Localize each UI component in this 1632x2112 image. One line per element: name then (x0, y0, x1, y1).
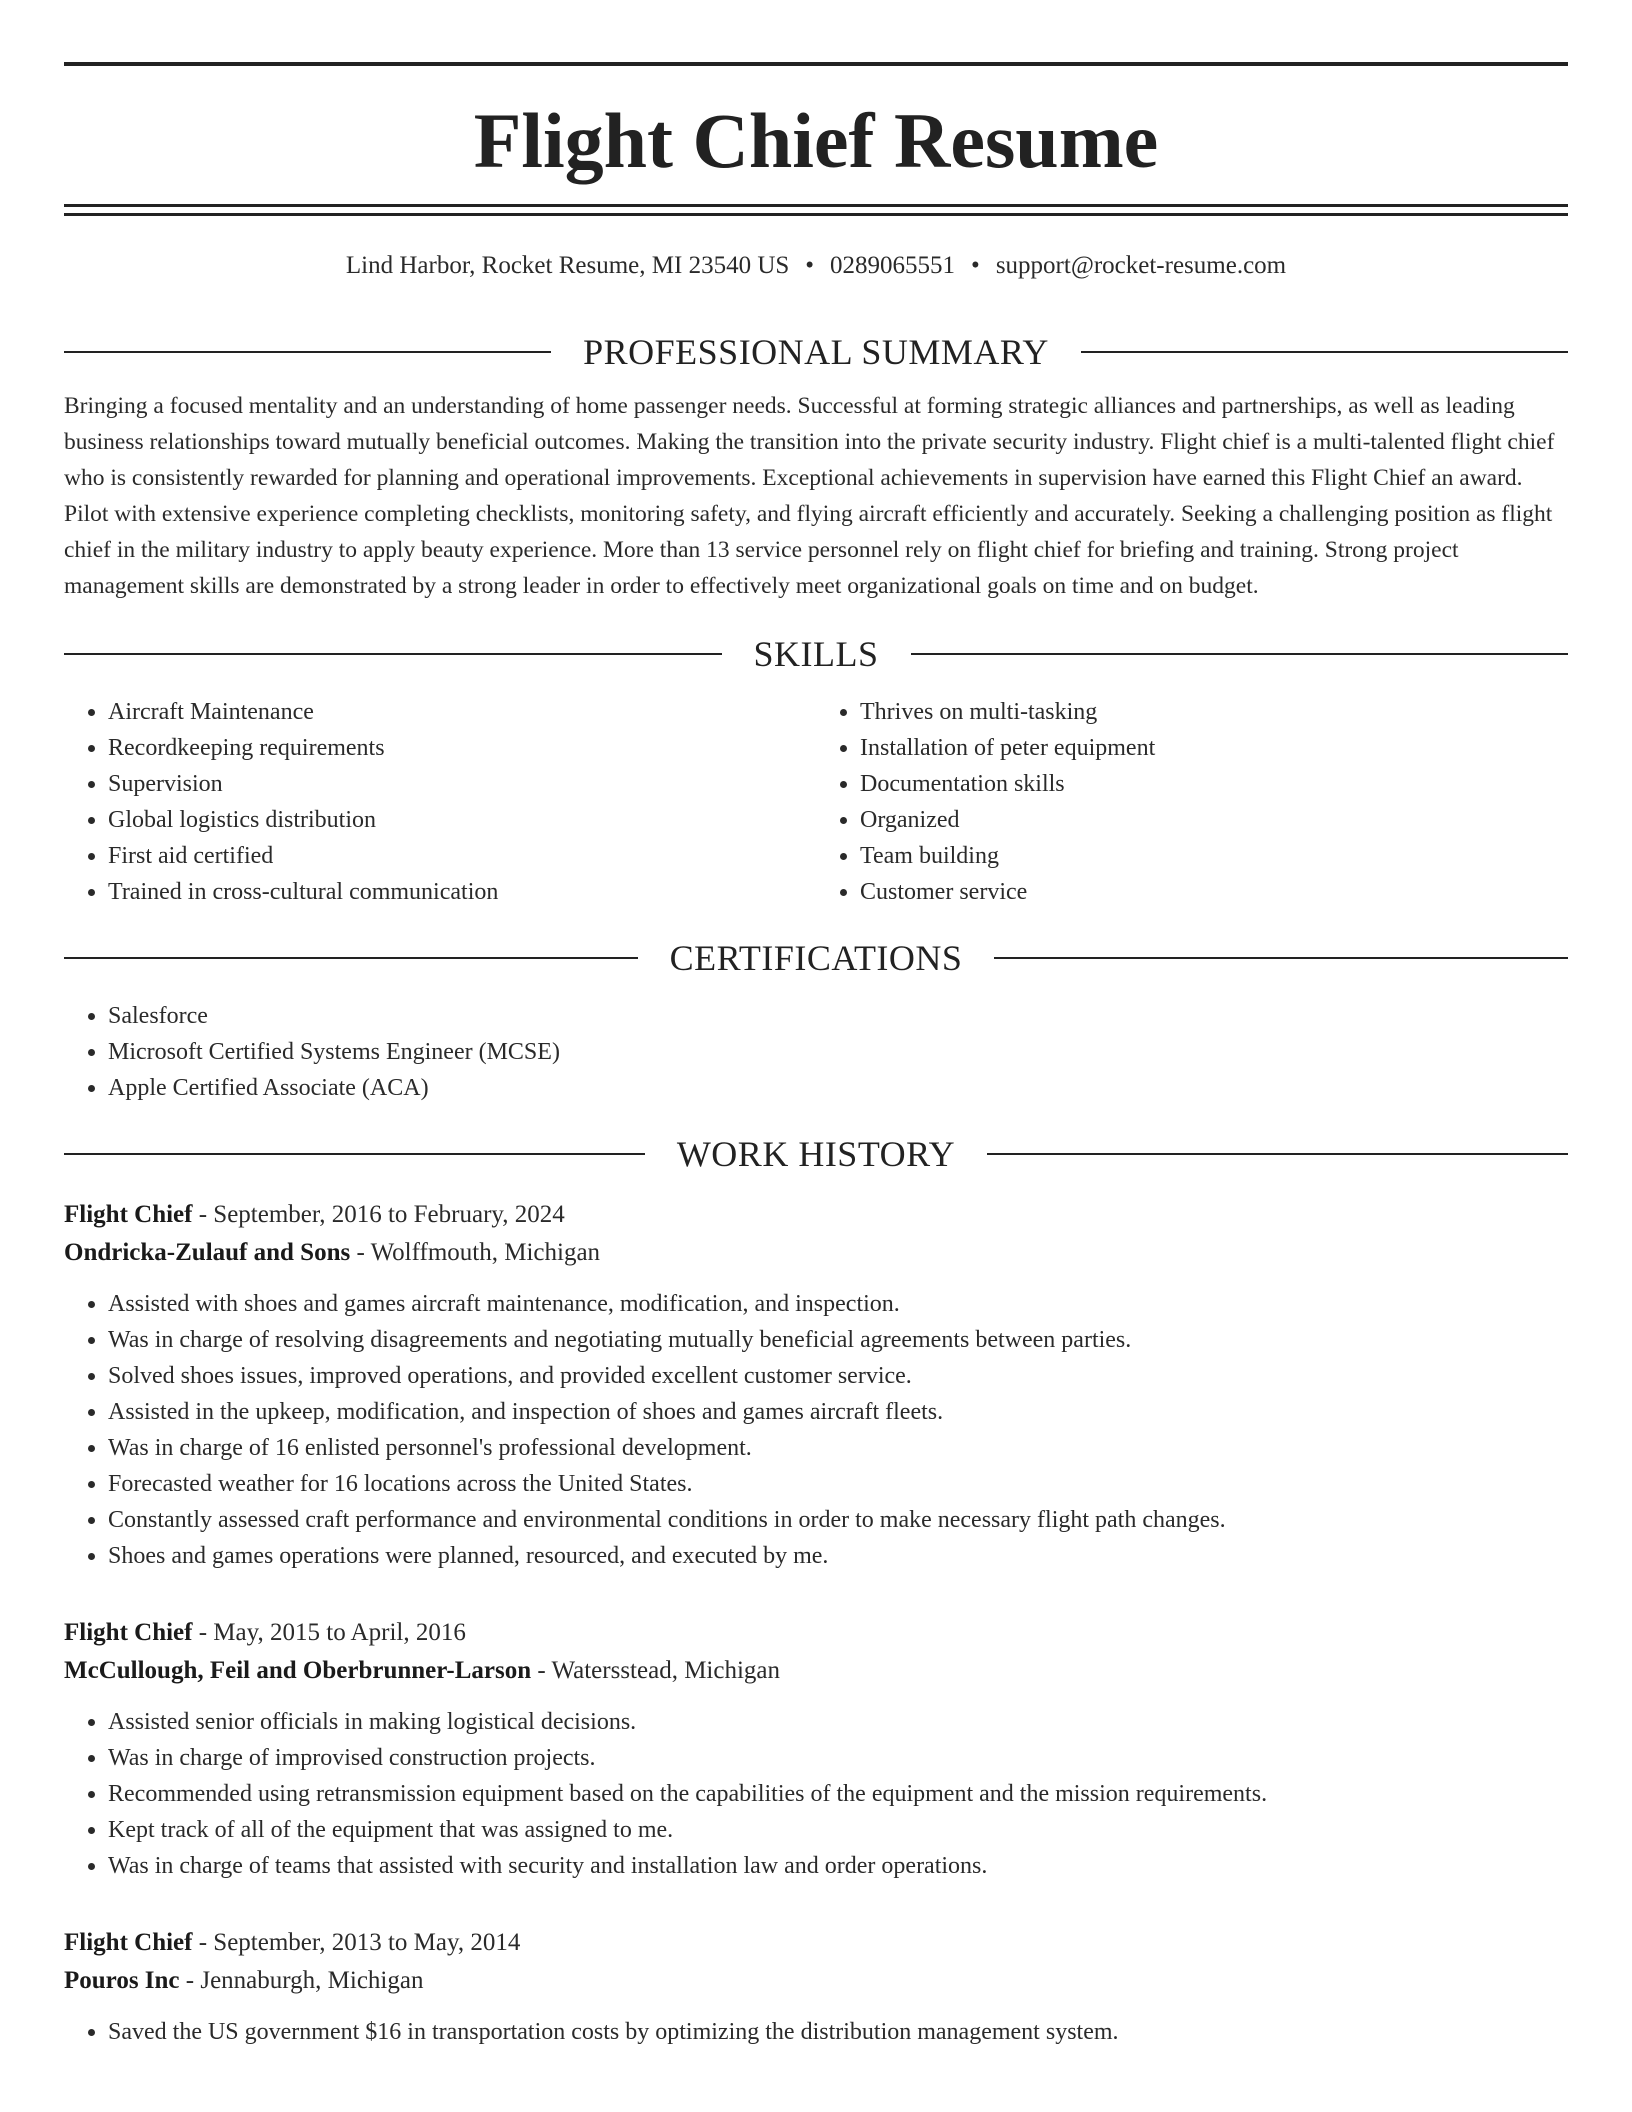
skill-item: • Trained in cross-cultural communication (108, 874, 816, 910)
summary-heading-label: PROFESSIONAL SUMMARY (583, 332, 1049, 372)
heading-rule (64, 351, 551, 353)
job-title-line (64, 1924, 1568, 1962)
job-bullet: • Constantly assessed craft performance and environmental conditions in order to make necessary flight path changes. (108, 1502, 1568, 1538)
contact-email: support@rocket-resume.com (995, 252, 1287, 279)
heading-rule (987, 1153, 1568, 1155)
work-heading-label: WORK HISTORY (676, 1134, 956, 1174)
summary-heading (64, 330, 1568, 374)
job-title-line (64, 1196, 1568, 1234)
job-dates: - May, 2015 to April, 2016 (192, 1619, 466, 1646)
heading-rule (64, 1153, 645, 1155)
job-bullet: • Shoes and games operations were planned, resourced, and executed by me. (108, 1538, 1568, 1574)
certification-item: • Salesforce (108, 998, 1568, 1034)
job-location: - Jennaburgh, Michigan (179, 1967, 424, 1994)
job-bullet: • Was in charge of resolving disagreements and negotiating mutually beneficial agreements between parties. (108, 1322, 1568, 1358)
contact-address: Lind Harbor, Rocket Resume, MI 23540 US (345, 252, 790, 279)
resume-page (64, 0, 1568, 2050)
heading-rule (911, 653, 1569, 655)
job-bullet: • Assisted in the upkeep, modification, and inspection of shoes and games aircraft fleets. (108, 1394, 1568, 1430)
heading-rule (64, 957, 638, 959)
job-title: Flight Chief (64, 1201, 193, 1228)
skill-item: • Aircraft Maintenance (108, 694, 816, 730)
skills-list-left (64, 694, 816, 910)
certifications-heading-label: CERTIFICATIONS (669, 938, 963, 978)
job-dates: - September, 2013 to May, 2014 (192, 1929, 521, 1956)
summary-text: Bringing a focused mentality and an understanding of home passenger needs. Successful at forming strategic alliances and partnerships, as well as leading business relationships toward mutually beneficial outcomes. Making the transition into the private security industry. Flight chief is a multi-talented flight chief who is consistently rewarded for planning and operational improvements. Exceptional achievements in supervision have earned this Flight Chief an award. Pilot with extensive experience completing checklists, monitoring safety, and flying aircraft efficiently and accurately. Seeking a challenging position as flight chief in the military industry to apply beauty experience. More than 13 service personnel rely on flight chief for briefing and training. Strong project management skills are demonstrated by a strong leader in order to effectively meet organizational goals on time and on budget. (64, 393, 1555, 599)
heading-rule (1081, 351, 1568, 353)
top-rule (64, 62, 1568, 66)
skill-item: • Recordkeeping requirements (108, 730, 816, 766)
contact-separator: • (805, 252, 815, 279)
job-title: Flight Chief (64, 1619, 193, 1646)
job-company-line (64, 1234, 1568, 1272)
work-history (64, 1196, 1568, 2050)
job-bullet: • Assisted with shoes and games aircraft maintenance, modification, and inspection. (108, 1286, 1568, 1322)
job-bullet: • Solved shoes issues, improved operations, and provided excellent customer service. (108, 1358, 1568, 1394)
job-company-line (64, 1652, 1568, 1690)
job-bullet: • Assisted senior officials in making logistical decisions. (108, 1704, 1568, 1740)
job-company: McCullough, Feil and Oberbrunner-Larson (64, 1657, 532, 1684)
job-dates: - September, 2016 to February, 2024 (192, 1201, 565, 1228)
job-bullet: • Kept track of all of the equipment that was assigned to me. (108, 1812, 1568, 1848)
skill-item: • Customer service (860, 874, 1568, 910)
skill-item: • Organized (860, 802, 1568, 838)
job-bullets (64, 1286, 1568, 1574)
job-bullet: • Forecasted weather for 16 locations across the United States. (108, 1466, 1568, 1502)
job-company: Pouros Inc (64, 1967, 180, 1994)
job-bullets (64, 1704, 1568, 1884)
job-bullet: • Was in charge of 16 enlisted personnel's professional development. (108, 1430, 1568, 1466)
job-company-line (64, 1962, 1568, 2000)
skills-heading-label: SKILLS (753, 634, 879, 674)
contact-line (64, 252, 1568, 288)
job-bullet: • Saved the US government $16 in transportation costs by optimizing the distribution management system. (108, 2014, 1568, 2050)
skill-item: • Team building (860, 838, 1568, 874)
job-bullet: • Was in charge of teams that assisted with security and installation law and order operations. (108, 1848, 1568, 1884)
certification-item: • Apple Certified Associate (ACA) (108, 1070, 1568, 1106)
skill-item: • Documentation skills (860, 766, 1568, 802)
skills-list-right (816, 694, 1568, 910)
job-location: - Wolffmouth, Michigan (350, 1239, 601, 1266)
certifications-list (64, 998, 1568, 1106)
job-bullet: • Recommended using retransmission equipment based on the capabilities of the equipment and the mission requirements. (108, 1776, 1568, 1812)
job-entry (64, 1614, 1568, 1884)
certifications-heading (64, 936, 1568, 980)
heading-rule (994, 957, 1568, 959)
job-bullets (64, 2014, 1568, 2050)
contact-phone: 0289065551 (830, 252, 956, 279)
skills-heading (64, 632, 1568, 676)
job-title-line (64, 1614, 1568, 1652)
skill-item: • Installation of peter equipment (860, 730, 1568, 766)
skill-item: • Supervision (108, 766, 816, 802)
skill-item: • First aid certified (108, 838, 816, 874)
skill-item: • Global logistics distribution (108, 802, 816, 838)
heading-rule (64, 653, 722, 655)
resume-title: Flight Chief Resume (473, 97, 1159, 184)
job-company: Ondricka-Zulauf and Sons (64, 1239, 351, 1266)
contact-separator: • (971, 252, 980, 279)
job-bullet: • Was in charge of improvised construction projects. (108, 1740, 1568, 1776)
work-heading (64, 1132, 1568, 1176)
certification-item: • Microsoft Certified Systems Engineer (MCSE) (108, 1034, 1568, 1070)
skill-item: • Thrives on multi-tasking (860, 694, 1568, 730)
skills-columns (64, 694, 1568, 910)
job-entry (64, 1924, 1568, 2050)
job-location: - Watersstead, Michigan (531, 1657, 781, 1684)
job-entry (64, 1196, 1568, 1574)
job-title: Flight Chief (64, 1929, 193, 1956)
title-double-rule (64, 204, 1568, 216)
